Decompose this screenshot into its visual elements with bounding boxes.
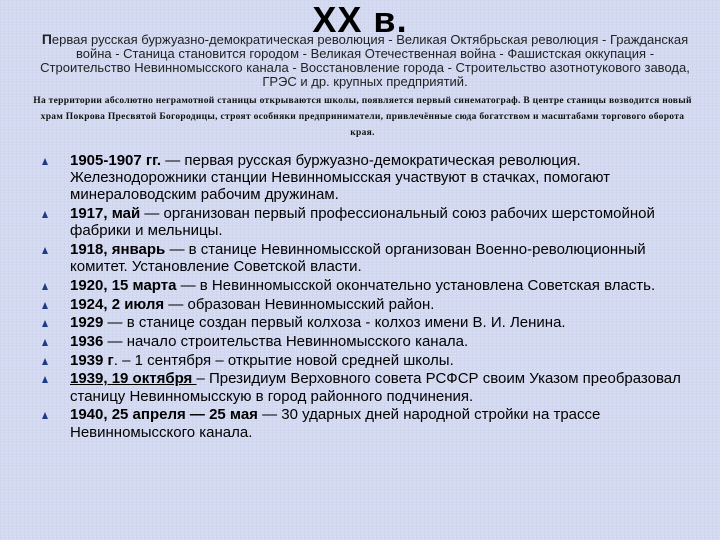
triangle-bullet-icon (42, 247, 48, 254)
event-date: 1939, 19 октября (70, 370, 197, 388)
event-text: — начало строительства Невинномысского канала. (103, 333, 469, 351)
list-item (40, 314, 700, 331)
event-text: — в станице создан первый колхоза - колхоз имени В. И. Ленина. (103, 314, 566, 332)
event-text: . – 1 сентября – открытие новой средней школы. (113, 351, 454, 369)
event-text: — организован первый профессиональный союз рабочих шерстомойной фабрики и мельницы. (70, 205, 655, 240)
slide-subtitle (40, 32, 690, 89)
triangle-bullet-icon (42, 320, 48, 327)
event-date: 1918, январь (70, 241, 166, 259)
triangle-bullet-icon (42, 211, 48, 218)
event-date: 1920, 15 марта (70, 276, 177, 294)
event-date: 1939 г (70, 351, 114, 369)
triangle-bullet-icon (42, 302, 48, 309)
event-date: 1936 (70, 333, 104, 351)
list-item (40, 333, 700, 350)
event-date: 1905-1907 гг. (70, 152, 162, 169)
triangle-bullet-icon (42, 283, 48, 290)
list-item (40, 296, 700, 313)
event-date: 1924, 2 июля (70, 295, 165, 313)
triangle-bullet-icon (42, 339, 48, 346)
triangle-bullet-icon (42, 158, 48, 165)
event-text: — первая русская буржуазно-демократическая революция. Железнодорожники станции Невинномысская участвуют в стачках, помогают минераловодским рабочим дружинам. (70, 152, 611, 204)
list-item (40, 277, 700, 294)
list-item (40, 370, 700, 404)
subtitle-text: ервая русская буржуазно-демократическая революция - Великая Октябрьская революция - Гражданская война - Станица становится городом - Великая Отечественная война - Фашистская оккупация - Строительство Невинномысского канала - Восстановление города - Строительство азотнотукового завода, ГРЭС и др. крупных предприятий. (40, 32, 690, 89)
triangle-bullet-icon (42, 412, 48, 419)
event-text: — образован Невинномысский район. (164, 295, 435, 313)
list-item (40, 241, 700, 275)
triangle-bullet-icon (42, 376, 48, 383)
event-text: — 30 ударных дней народной стройки на трассе Невинномысского канала. (70, 406, 601, 441)
list-item (40, 352, 700, 369)
list-item (40, 406, 700, 440)
list-item (40, 152, 700, 204)
event-text: – Президиум Верховного совета РСФСР своим Указом преобразовал станицу Невинномысскую в город районного подчинения. (70, 370, 681, 405)
events-list (40, 152, 700, 442)
event-date: 1940, 25 апреля — 25 мая (70, 406, 258, 424)
event-text: — в Невинномысской окончательно установлена Советская власть. (176, 276, 656, 294)
event-date: 1929 (70, 314, 104, 332)
slide-title: XX в. (312, 0, 408, 40)
list-item (40, 205, 700, 239)
triangle-bullet-icon (42, 358, 48, 365)
intro-paragraph: На территории абсолютно неграмотной станицы открываются школы, появляется первый синематограф. В центре станицы возводится новый храм Покрова Пресвятой Богородицы, строят особняки предприниматели, привлечённые сюда богатством и масштабами торгового оборота края. (33, 96, 692, 138)
event-date: 1917, май (70, 205, 141, 223)
event-text: — в станице Невинномысской организован Военно-революционный комитет. Установление Советской власти. (70, 241, 646, 276)
subtitle-first-letter: П (41, 31, 52, 47)
